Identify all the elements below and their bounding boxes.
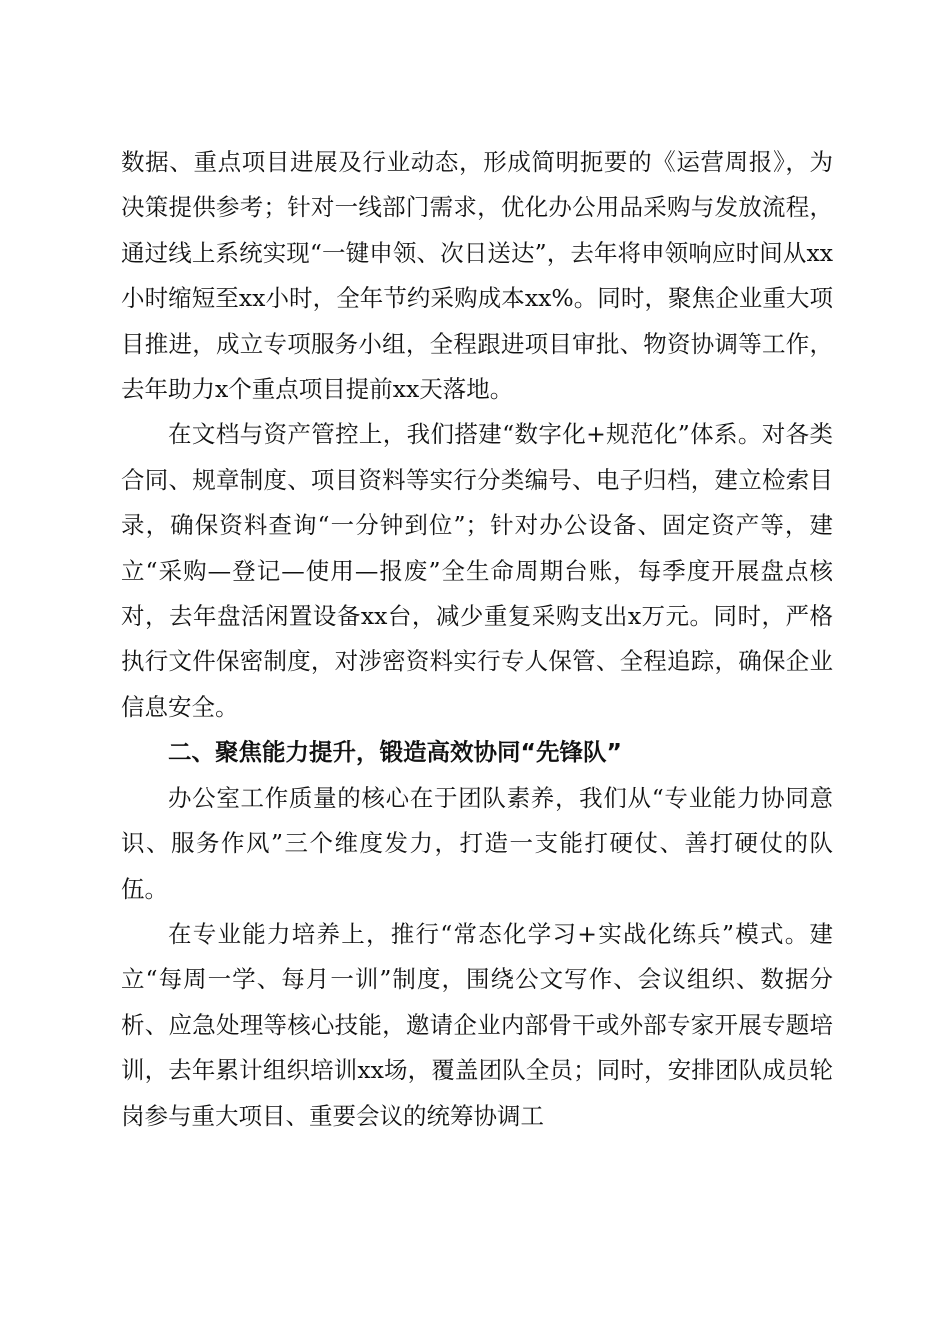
section-heading-capability: 二、聚焦能力提升，锻造高效协同“先锋队” xyxy=(168,738,622,767)
paragraph-document-asset-management: 在文档与资产管控上，我们搭建“数字化+规范化”体系。对各类合同、规章制度、项目资料等实行分类编号、电子归档，建立检索目录，确保资料查询“一分钟到位”；针对办公设备、固定资产等，建立“采购—登记—使用—报废”全生命周期台账，每季度开展盘点核对，去年盘活闲置设备xx台，减少重复采购支出x万元。同时，严格执行文件保密制度，对涉密资料实行专人保管、全程追踪，确保企业信息安全。 xyxy=(121,420,833,721)
document-body xyxy=(121,140,833,1139)
paragraph-professional-training: 在专业能力培养上，推行“常态化学习+实战化练兵”模式。建立“每周一学、每月一训”制度，围绕公文写作、会议组织、数据分析、应急处理等核心技能，邀请企业内部骨干或外部专家开展专题培训，去年累计组织培训xx场，覆盖团队全员；同时，安排团队成员轮岗参与重大项目、重要会议的统筹协调工 xyxy=(121,919,833,1130)
paragraph-operations-continuation: 数据、重点项目进展及行业动态，形成简明扼要的《运营周报》，为决策提供参考；针对一线部门需求，优化办公用品采购与发放流程，通过线上系统实现“一键申领、次日送达”，去年将申领响应时间从xx小时缩短至xx小时，全年节约采购成本xx%。同时，聚焦企业重大项目推进，成立专项服务小组，全程跟进项目审批、物资协调等工作，去年助力x个重点项目提前xx天落地。 xyxy=(121,148,833,404)
paragraph-team-quality: 办公室工作质量的核心在于团队素养，我们从“专业能力协同意识、服务作风”三个维度发力，打造一支能打硬仗、善打硬仗的队伍。 xyxy=(121,783,833,903)
